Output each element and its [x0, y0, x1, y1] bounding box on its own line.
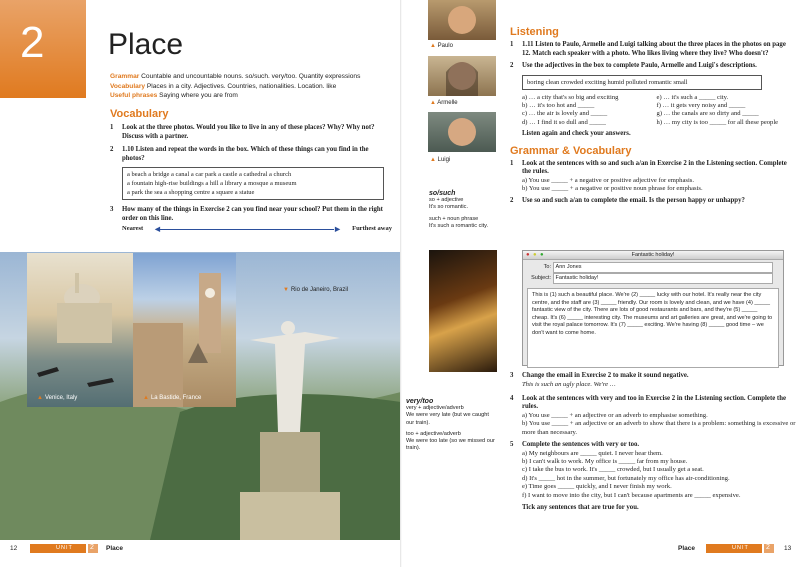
adjective-box: boring clean crowded exciting humid polluted romantic small	[522, 75, 762, 90]
unit-badge	[0, 0, 86, 98]
unit-intro	[110, 72, 395, 101]
footer-unit-bar: UNIT	[706, 544, 762, 553]
luigi-photo	[428, 112, 496, 152]
exercise-1: 1 Look at the three photos. Would you like to live in any of these places? Why? Why not? Discuss with a partner.	[110, 124, 375, 140]
page-title: Place	[108, 28, 184, 61]
footer-unit-num: 2	[88, 544, 98, 553]
grammar-text: Countable and uncountable nouns. so/such. very/too. Quantity expressions	[141, 73, 361, 80]
vocab-label: Vocabulary	[110, 82, 146, 90]
arrow-right-icon: ▶	[335, 226, 340, 233]
grammar-exercise-4: 4 Look at the sentences with very and too in Exercise 2 in the Listening section. Complete the rules.	[510, 394, 786, 411]
grammar-exercise-1: 1 Look at the sentences with so and such a/an in Exercise 2 in the Listening section. Complete the rules.	[510, 159, 787, 176]
footer-title: Place	[678, 545, 695, 552]
listening-exercise-1: 1 1.11 Listen to Paulo, Armelle and Luigi talking about the three places in the photos on page 12. Match each speaker with a photo. Who likes living where they live? Who doesn't?	[510, 41, 786, 57]
email-header: To: Ann Jones Subject: Fantastic holiday!	[523, 260, 783, 286]
caption-marker-icon: ▼	[283, 287, 289, 293]
listening-options	[522, 94, 796, 128]
caption-marker-icon: ▲	[143, 395, 149, 401]
email-body[interactable]: This is (1) such a beautiful place. We're (2) _____ lucky with our hotel. It's really near the city centre, and the staff are (3) _____ friendly. Our room is lovely and clean, and we have (4) _____ fantastic view of the city. There are lots of good restaurants and bars, and they're (5) _____ cheap. It's (6) _____ interesting city. The museums and art galleries are great, and we're going to visit the royal palace tomorrow. It's (7) _____ exciting. We're having (8) _____ good time – we don't want to come home.	[527, 288, 779, 368]
grammar-exercise-5: 5 Complete the sentences with very or too.	[510, 441, 640, 449]
caption-marker-icon: ▲	[37, 395, 43, 401]
tick-sentence: Tick any sentences that are true for you.	[522, 504, 639, 512]
word-box: a beach a bridge a canal a car park a castle a cathedral a church a fountain high-rise buildings a hill a library a mosque a museum a park the sea a shopping centre a square a statue	[122, 167, 384, 200]
phrases-text: Saying where you are from	[159, 92, 238, 99]
arrow-left-icon: ◀	[155, 226, 160, 233]
exercise-3: 3 How many of the things in Exercise 2 can you find near your school? Put them in the right order on this line.	[110, 206, 383, 222]
email-subject-field[interactable]: Fantastic holiday!	[553, 273, 773, 284]
very-too-note: very/too very + adjective/adverb We were very late (but we caught our train). too + adjective/adverb We were too late (so we missed our train).	[406, 398, 495, 452]
options-left: a) … a city that's so big and exciting b) … it's too hot and _____ c) … the air is lovely and _____ d) … I find it so dull and _____	[522, 93, 619, 126]
vocab-text: Places in a city. Adjectives. Countries, nationalities. Location. like	[146, 82, 337, 90]
caption-rio: ▼ Rio de Janeiro, Brazil	[283, 287, 348, 293]
caption-bastide: ▲ La Bastide, France	[143, 395, 202, 401]
exercise-2: 2 1.10 Listen and repeat the words in the box. Which of these things can you find in the photos?	[110, 146, 369, 162]
unit-number: 2	[20, 18, 45, 67]
phrases-label: Useful phrases	[110, 92, 158, 99]
grammar-exercise-2: 2 Use so and such a/an to complete the email. Is the person happy or unhappy?	[510, 197, 745, 205]
email-to-field[interactable]: Ann Jones	[553, 262, 773, 273]
exercise-2-text: 1.10 Listen and repeat the words in the box. Which of these things can you find in the photos?	[122, 146, 369, 162]
speaker-marker-icon: ▲	[430, 157, 436, 163]
close-icon[interactable]: ●	[526, 252, 530, 258]
maximize-icon[interactable]: ●	[540, 252, 544, 258]
minimize-icon[interactable]: ●	[533, 252, 537, 258]
email-titlebar	[523, 251, 783, 260]
footer-unit-num: 2	[764, 544, 774, 553]
listening-exercise-2: 2 Use the adjectives in the box to complete Paulo, Armelle and Luigi's descriptions.	[510, 62, 757, 69]
bastide-photo	[133, 253, 236, 407]
speaker-marker-icon: ▲	[430, 43, 436, 49]
page-number: 13	[784, 545, 792, 552]
arrow-line	[158, 229, 334, 230]
speaker-marker-icon: ▲	[430, 100, 436, 106]
left-page	[0, 0, 401, 567]
name-paulo: ▲ Paulo	[430, 43, 453, 49]
page-number: 12	[10, 545, 18, 552]
city-night-photo	[429, 250, 497, 372]
footer-unit-bar: UNIT	[30, 544, 86, 553]
paulo-photo	[428, 0, 496, 40]
listen-again: Listen again and check your answers.	[522, 130, 631, 138]
name-luigi: ▲ Luigi	[430, 157, 451, 163]
grammar-lower: 3 Change the email in Exercise 2 to make it sound negative. This is such an ugly place. We're … 4 Look at the sentences with very and too in Exercise 2 in the Listening section. Complete the rules. a) You use _____ + an adjective or an adverb to emphasise something. b) You use _____ + an adjective or an adverb to show that there is a problem: something is excessive or more than necessary. 5 Complete the sentences with very or too. a) My neighbours are _____ quiet. I never hear them. b) I can't walk to work. My office is _____ far from my house. c) I take the bus to work. It's _____ crowded, but I usually get a seat. d) It's _____ hot in the summer, but fortunately my office has air-conditioning. e) Time goes _____ quickly, and I never finish my work. f) I want to move into the city, but I can't because apartments are _____ expensive. Tick any sentences that are true for you.	[510, 372, 796, 512]
vocabulary-section	[110, 108, 392, 235]
exercise-1-text: Look at the three photos. Would you like to live in any of these places? Why? Why not? Discuss with a partner.	[122, 124, 375, 140]
vocabulary-heading: Vocabulary	[110, 108, 169, 120]
clock-tower-icon	[133, 253, 236, 407]
name-armelle: ▲ Armelle	[430, 100, 458, 106]
email-window	[522, 250, 784, 366]
ordering-line: Nearest ◀ ▶ Furthest away	[122, 225, 392, 233]
listening-heading: Listening	[510, 26, 559, 38]
grammar-exercise-3: 3 Change the email in Exercise 2 to make it sound negative.	[510, 372, 689, 379]
email-title: Fantastic holiday!	[631, 252, 675, 258]
so-such-note: so/such so + adjective It's so romantic. such + noun phrase It's such a romantic city.	[429, 190, 489, 229]
venice-dome-icon	[27, 253, 133, 407]
right-page	[402, 0, 803, 567]
venice-photo	[27, 253, 133, 407]
grammar-label: Grammar	[110, 73, 140, 80]
footer-title: Place	[106, 545, 123, 552]
caption-venice: ▲ Venice, Italy	[37, 395, 78, 401]
armelle-photo	[428, 56, 496, 96]
listening-section: Listening 1 1.11 Listen to Paulo, Armelle and Luigi talking about the three places in the photos on page 12. Match each speaker with a photo. Who likes living where they live? Who doesn't? 2 Use the adjectives in the box to complete Paulo, Armelle and Luigi's descriptions. boring clean crowded exciting humid polluted romantic small a) … a city that's so big and exciting b) … it's too hot and _____ c) … the air is lovely and _____ d) … I find it so dull and _____ e) … it's such a _____ city. f) … it gets very noisy and _____ g) … the canals are so dirty and _____ h) … my city is too _____ for all these people Listen again and check your answers. Grammar & Vocabulary 1 Look at the sentences with so and such a/an in Exercise 2 in the Listening section. Complete the rules. a) You use _____ + a negative or positive adjective for emphasis. b) You use _____ + a negative or positive noun phrase for emphasis. 2 Use so and such a/an to complete the email. Is the person happy or unhappy?	[510, 26, 796, 206]
grammar-vocab-heading: Grammar & Vocabulary	[510, 144, 632, 157]
options-right: e) … it's such a _____ city. f) … it gets very noisy and _____ g) … the canals are so dirty and _____ h) … my city is too _____ for all these people	[656, 93, 779, 126]
exercise-3-text: How many of the things in Exercise 2 can you find near your school? Put them in the right order on this line.	[122, 206, 383, 222]
